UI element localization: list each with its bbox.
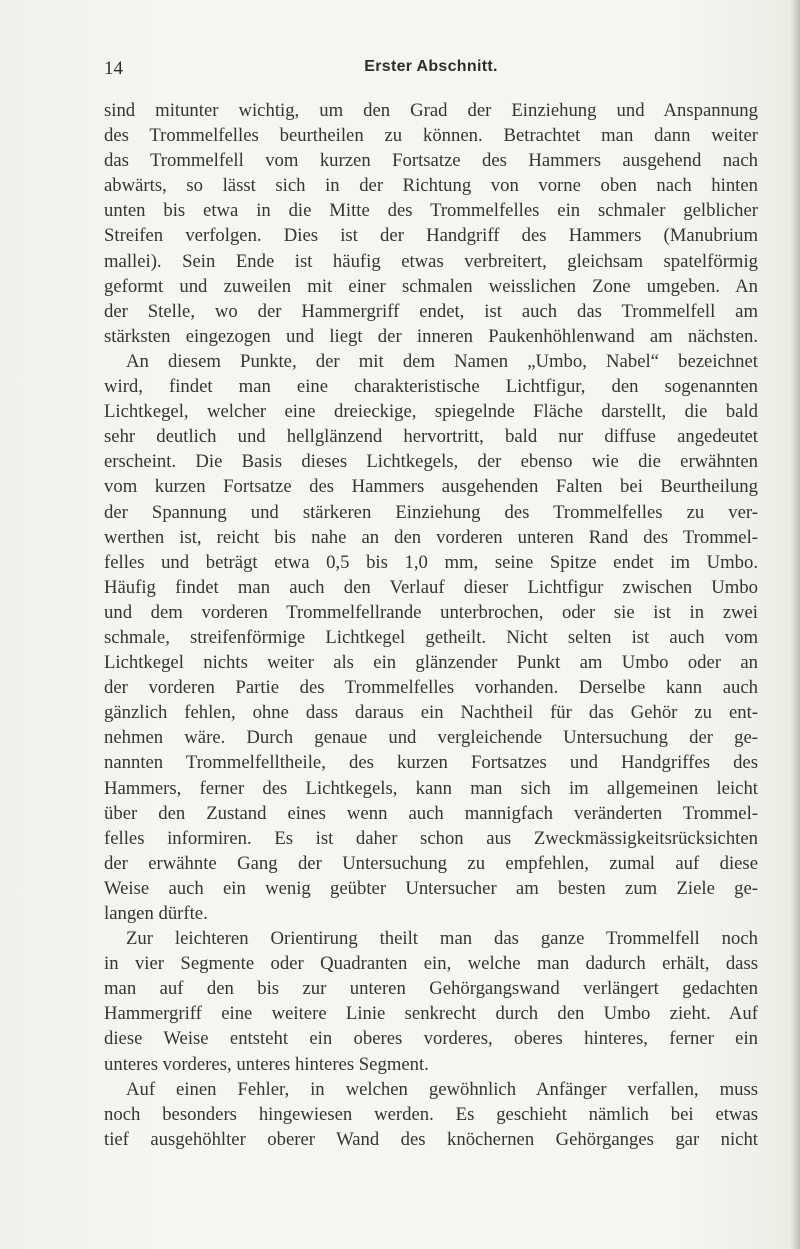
page-spine-shadow (790, 0, 800, 1249)
text-line: das Trommelfell vom kurzen Fortsatze des Hammers ausgehend nach (104, 150, 758, 172)
text-line: über den Zustand eines wenn auch mannigfach veränderten Trommel- (104, 802, 758, 824)
text-line: sind mitunter wichtig, um den Grad der Einziehung und Anspannung (104, 100, 758, 121)
text-line: und dem vorderen Trommelfellrande unterbrochen, oder sie ist in zwei (104, 601, 758, 623)
text-line: nannten Trommelfelltheile, des kurzen Fortsatzes und Handgriffes des (104, 752, 758, 774)
text-line: Weise auch ein wenig geübter Untersucher am besten zum Ziele ge- (104, 877, 758, 899)
text-line: felles informiren. Es ist daher schon aus Zweckmässigkeitsrücksichten (104, 827, 758, 849)
text-line: Hammergriff eine weitere Linie senkrecht durch den Umbo zieht. Auf (104, 1003, 758, 1025)
text-line: unten bis etwa in die Mitte des Trommelfelles ein schmaler gelblicher (104, 200, 758, 222)
text-line: werthen ist, reicht bis nahe an den vorderen unteren Rand des Trommel- (104, 526, 758, 548)
body-text (104, 98, 758, 1152)
running-title: Erster Abschnitt. (364, 58, 498, 75)
text-line: vom kurzen Fortsatze des Hammers ausgehenden Falten bei Beurtheilung (104, 476, 758, 498)
text-line: An diesem Punkte, der mit dem Namen „Umbo, Nabel“ bezeichnet (126, 350, 758, 372)
text-line: langen dürfte. (104, 903, 208, 924)
page-number: 14 (104, 58, 123, 79)
text-line: felles und beträgt etwa 0,5 bis 1,0 mm, seine Spitze endet im Umbo. (104, 551, 758, 573)
text-line: der Stelle, wo der Hammergriff endet, ist auch das Trommelfell am (104, 300, 758, 322)
text-line: wird, findet man eine charakteristische Lichtfigur, den sogenannten (104, 376, 758, 398)
text-line: Lichtkegel nichts weiter als ein glänzender Punkt am Umbo oder an (104, 652, 758, 674)
text-line: Hammers, ferner des Lichtkegels, kann man sich im allgemeinen leicht (104, 777, 758, 799)
text-line: nehmen wäre. Durch genaue und vergleichende Untersuchung der ge- (104, 727, 758, 749)
text-line: geformt und zuweilen mit einer schmalen weisslichen Zone umgeben. An (104, 275, 758, 297)
text-line: tief ausgehöhlter oberer Wand des knöchernen Gehörganges gar nicht (104, 1128, 758, 1150)
text-line: Streifen verfolgen. Dies ist der Handgriff des Hammers (Manubrium (104, 225, 758, 247)
text-line: unteres vorderes, unteres hinteres Segment. (104, 1053, 429, 1075)
running-head (104, 58, 758, 82)
text-line: diese Weise entsteht ein oberes vorderes, oberes hinteres, ferner ein (104, 1028, 758, 1050)
text-line: sehr deutlich und hellglänzend hervortritt, bald nur diffuse angedeutet (104, 426, 758, 448)
text-line: gänzlich fehlen, ohne dass daraus ein Nachtheil für das Gehör zu ent- (104, 702, 758, 724)
text-line: man auf den bis zur unteren Gehörgangswand verlängert gedachten (104, 978, 758, 1000)
text-line: der erwähnte Gang der Untersuchung zu empfehlen, zumal auf diese (104, 852, 758, 874)
text-line: Zur leichteren Orientirung theilt man das ganze Trommelfell noch (126, 928, 758, 950)
text-line: der Spannung und stärkeren Einziehung des Trommelfelles zu ver- (104, 501, 758, 523)
text-line: erscheint. Die Basis dieses Lichtkegels, der ebenso wie die erwähnten (104, 451, 758, 473)
text-line: der vorderen Partie des Trommelfelles vorhanden. Derselbe kann auch (104, 677, 758, 699)
text-line: Auf einen Fehler, in welchen gewöhnlich Anfänger verfallen, muss (126, 1078, 758, 1100)
text-line: stärksten eingezogen und liegt der inneren Paukenhöhlenwand am nächsten. (104, 325, 758, 347)
text-line: Häufig findet man auch den Verlauf dieser Lichtfigur zwischen Umbo (104, 576, 758, 598)
text-line: mallei). Sein Ende ist häufig etwas verbreitert, gleichsam spatelförmig (104, 250, 758, 272)
text-line: des Trommelfelles beurtheilen zu können. Betrachtet man dann weiter (104, 125, 758, 147)
text-line: schmale, streifenförmige Lichtkegel getheilt. Nicht selten ist auch vom (104, 626, 758, 648)
text-line: abwärts, so lässt sich in der Richtung von vorne oben nach hinten (104, 175, 758, 197)
text-line: Lichtkegel, welcher eine dreieckige, spiegelnde Fläche darstellt, die bald (104, 401, 758, 423)
text-line: noch besonders hingewiesen werden. Es geschieht nämlich bei etwas (104, 1103, 758, 1125)
text-line: in vier Segmente oder Quadranten ein, welche man dadurch erhält, dass (104, 953, 758, 975)
